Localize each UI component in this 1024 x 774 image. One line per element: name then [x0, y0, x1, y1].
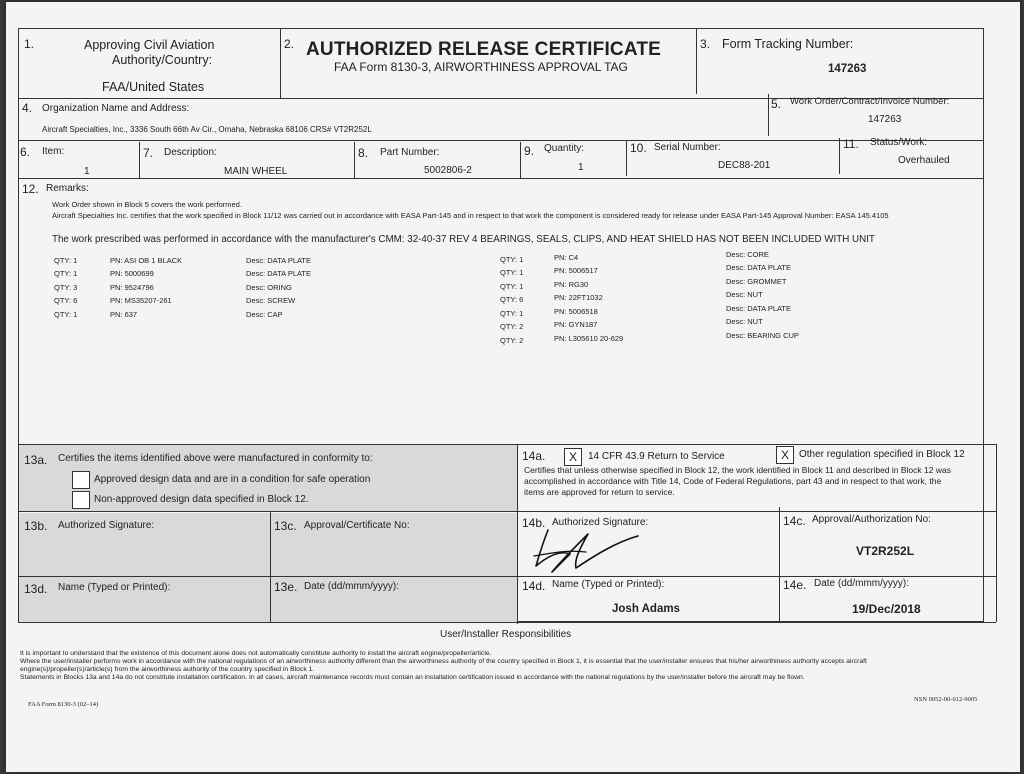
- list-item-pn: PN: L305610 20-629: [554, 334, 624, 343]
- block-number: 13d.: [24, 582, 48, 596]
- work-order-label: Work Order/Contract/Invoice Number:: [790, 96, 950, 107]
- authorization-label: Approval/Authorization No:: [812, 514, 931, 525]
- status-label: Status/Work:: [870, 137, 928, 148]
- block-number: 13e.: [274, 580, 298, 594]
- divider: [18, 511, 996, 512]
- block-number: 10.: [630, 141, 647, 155]
- list-item-qty: QTY: 3: [54, 283, 78, 292]
- form-identifier: FAA Form 8130-3 (02–14): [28, 701, 99, 708]
- list-item-desc: Desc: CAP: [246, 310, 283, 319]
- other-regulation-checkbox[interactable]: [776, 446, 794, 464]
- block-number: 11.: [843, 137, 859, 151]
- list-item-pn: PN: C4: [554, 253, 579, 262]
- footer-paragraph: Where the user/installer performs work in accordance with the national regulations of an airworthiness authority different than the airworthiness authority of the country specified in Block 1, it is essential that the user/installer ensures that his/her airworthiness authority accepts aircraft: [20, 658, 867, 665]
- block-1-label: Approving Civil Aviation: [84, 38, 215, 52]
- list-item-desc: Desc: DATA PLATE: [246, 256, 312, 265]
- page-title: AUTHORIZED RELEASE CERTIFICATE: [306, 39, 662, 60]
- block-14a-text: Certifies that unless otherwise specified in Block 12, the work identified in Block 11 and described in Block 12 was: [524, 465, 951, 475]
- item-value: 1: [84, 166, 90, 177]
- list-item-desc: Desc: SCREW: [246, 296, 296, 305]
- divider: [520, 142, 521, 178]
- block-number: 14d.: [522, 579, 546, 593]
- list-item-qty: QTY: 1: [54, 256, 78, 265]
- block-number: 1.: [24, 37, 35, 51]
- block-number: 5.: [771, 97, 782, 111]
- form-subtitle: FAA Form 8130-3, AIRWORTHINESS APPROVAL TAG: [334, 60, 628, 74]
- country-value: FAA/United States: [102, 80, 205, 94]
- block-number: 14c.: [783, 514, 806, 528]
- return-to-service-label: 14 CFR 43.9 Return to Service: [588, 451, 725, 462]
- list-item-pn: PN: 637: [110, 310, 138, 319]
- list-item-desc: Desc: CORE: [726, 250, 769, 259]
- divider: [839, 138, 840, 174]
- block-13a-label: Certifies the items identified above were manufactured in conformity to:: [58, 453, 373, 464]
- tracking-label: Form Tracking Number:: [722, 37, 854, 51]
- footer-paragraph: engine(s)/propeller(s)/article(s) from the airworthiness authority of the country specified in Block 1.: [20, 666, 315, 673]
- list-item-qty: QTY: 1: [500, 255, 524, 264]
- description-value: MAIN WHEEL: [224, 166, 288, 177]
- block-number: 6.: [20, 145, 31, 159]
- divider: [696, 28, 697, 94]
- remarks-line: Work Order shown in Block 5 covers the work performed.: [52, 200, 242, 209]
- remarks-line: The work prescribed was performed in accordance with the manufacturer's CMM: 32-40-37 REV 4 BEARINGS, SEALS, CLIPS, AND HEAT SHIELD HAS NOT BEEN INCLUDED WITH UNIT: [52, 234, 875, 245]
- list-item-qty: QTY: 2: [500, 336, 524, 345]
- signature-label: Authorized Signature:: [58, 520, 155, 531]
- date-label: Date (dd/mmm/yyyy):: [304, 581, 400, 592]
- item-label: Item:: [42, 146, 65, 157]
- divider: [626, 140, 627, 176]
- block-number: 14e.: [783, 578, 807, 592]
- footer-paragraph: Statements in Blocks 13a and 14a do not constitute installation certification. In all cases, aircraft maintenance records must contain an installation certification issued in accordance with the national regulations by the user/installer before the aircraft may be flown.: [20, 674, 805, 681]
- divider: [779, 507, 780, 622]
- list-item-qty: QTY: 1: [54, 269, 78, 278]
- quantity-label: Quantity:: [544, 143, 585, 154]
- block-number: 14a.: [522, 449, 546, 463]
- block-number: 12.: [22, 182, 39, 196]
- block-number: 13a.: [24, 453, 48, 467]
- footer-paragraph: It is important to understand that the existence of this document alone does not automatically constitute authority to install the aircraft engine/propeller/article.: [20, 650, 492, 657]
- check-mark: X: [780, 448, 789, 462]
- check-mark: X: [568, 450, 577, 464]
- block-number: 2.: [284, 37, 295, 51]
- divider: [270, 511, 271, 623]
- signer-name: Josh Adams: [612, 603, 680, 615]
- authorization-number: VT2R252L: [856, 544, 915, 558]
- org-label: Organization Name and Address:: [42, 103, 190, 114]
- divider: [280, 28, 281, 98]
- list-item-desc: Desc: NUT: [726, 290, 763, 299]
- date-label: Date (dd/mmm/yyyy):: [814, 578, 910, 589]
- block-number: 7.: [143, 146, 154, 160]
- list-item-pn: PN: GYN187: [554, 320, 598, 329]
- handwritten-signature-icon: [526, 526, 646, 576]
- tracking-number: 147263: [828, 63, 867, 75]
- list-item-qty: QTY: 1: [500, 309, 524, 318]
- status-value: Overhauled: [898, 155, 950, 166]
- work-order-value: 147263: [868, 114, 902, 125]
- remarks-line: Aircraft Specialties Inc. certifies that the work specified in Block 11/12 was carried out in accordance with EASA Part-145 and in respect to that work the component is considered ready for release under EASA Part-145 Approval Number: EASA 145.4105: [52, 211, 889, 220]
- list-item-pn: PN: ASI OB 1 BLACK: [110, 256, 183, 265]
- list-item-desc: Desc: ORING: [246, 283, 292, 292]
- list-item-desc: Desc: GROMMET: [726, 277, 787, 286]
- list-item-desc: Desc: DATA PLATE: [726, 263, 792, 272]
- divider: [18, 576, 996, 577]
- divider: [517, 444, 518, 624]
- serial-label: Serial Number:: [654, 142, 721, 153]
- block-number: 4.: [22, 101, 33, 115]
- divider: [18, 178, 984, 179]
- block-number: 8.: [358, 146, 369, 160]
- list-item-desc: Desc: BEARING CUP: [726, 331, 799, 340]
- serial-value: DEC88-201: [718, 160, 771, 171]
- other-regulation-label: Other regulation specified in Block 12: [799, 449, 965, 460]
- quantity-value: 1: [578, 162, 584, 173]
- name-label: Name (Typed or Printed):: [552, 579, 665, 590]
- divider: [354, 142, 355, 178]
- list-item-pn: PN: 5006517: [554, 266, 598, 275]
- footer-heading: User/Installer Responsibilities: [440, 629, 572, 640]
- block-number: 13c.: [274, 519, 297, 533]
- list-item-pn: PN: 5000699: [110, 269, 154, 278]
- approved-design-checkbox[interactable]: [72, 471, 90, 489]
- approved-design-label: Approved design data and are in a condition for safe operation: [94, 474, 371, 485]
- name-label: Name (Typed or Printed):: [58, 582, 171, 593]
- block-14a-text: items are approved for return to service.: [524, 487, 675, 497]
- list-item-qty: QTY: 6: [500, 295, 524, 304]
- list-item-pn: PN: 9524796: [110, 283, 154, 292]
- list-item-qty: QTY: 1: [500, 282, 524, 291]
- remarks-label: Remarks:: [46, 183, 89, 194]
- block-number: 13b.: [24, 519, 48, 533]
- divider: [768, 94, 769, 136]
- divider: [18, 444, 996, 445]
- list-item-desc: Desc: DATA PLATE: [246, 269, 312, 278]
- divider: [139, 142, 140, 178]
- certificate-label: Approval/Certificate No:: [304, 520, 410, 531]
- release-date: 19/Dec/2018: [852, 602, 921, 616]
- block-1-label: Authority/Country:: [112, 53, 213, 67]
- part-number-label: Part Number:: [380, 147, 440, 158]
- block-number: 9.: [524, 144, 535, 158]
- non-approved-design-checkbox[interactable]: [72, 491, 90, 509]
- description-label: Description:: [164, 147, 217, 158]
- list-item-pn: PN: RG30: [554, 280, 589, 289]
- non-approved-design-label: Non-approved design data specified in Block 12.: [94, 494, 309, 505]
- block-number: 14b.: [522, 516, 546, 530]
- signature-label: Authorized Signature:: [552, 517, 649, 528]
- org-address: Aircraft Specialties, Inc., 3336 South 66th Av Cir., Omaha, Nebraska 68106 CRS# VT2R252L: [42, 125, 372, 134]
- block-number: 3.: [700, 37, 711, 51]
- list-item-qty: QTY: 1: [500, 268, 524, 277]
- divider: [996, 444, 997, 622]
- list-item-desc: Desc: NUT: [726, 317, 763, 326]
- certificate-page: [6, 2, 1020, 772]
- list-item-qty: QTY: 1: [54, 310, 78, 319]
- return-to-service-checkbox[interactable]: [564, 448, 582, 466]
- list-item-pn: PN: 22FT1032: [554, 293, 603, 302]
- list-item-qty: QTY: 2: [500, 322, 524, 331]
- divider: [18, 622, 996, 623]
- block-14a-text: accomplished in accordance with Title 14, Code of Federal Regulations, part 43 and in respect to that work, the: [524, 476, 942, 486]
- list-item-desc: Desc: DATA PLATE: [726, 304, 792, 313]
- nsn-number: NSN 0052-00-012-9005: [914, 696, 978, 703]
- list-item-pn: PN: MS35207-261: [110, 296, 172, 305]
- list-item-pn: PN: 5006518: [554, 307, 598, 316]
- list-item-qty: QTY: 6: [54, 296, 78, 305]
- part-number-value: 5002806-2: [424, 165, 472, 176]
